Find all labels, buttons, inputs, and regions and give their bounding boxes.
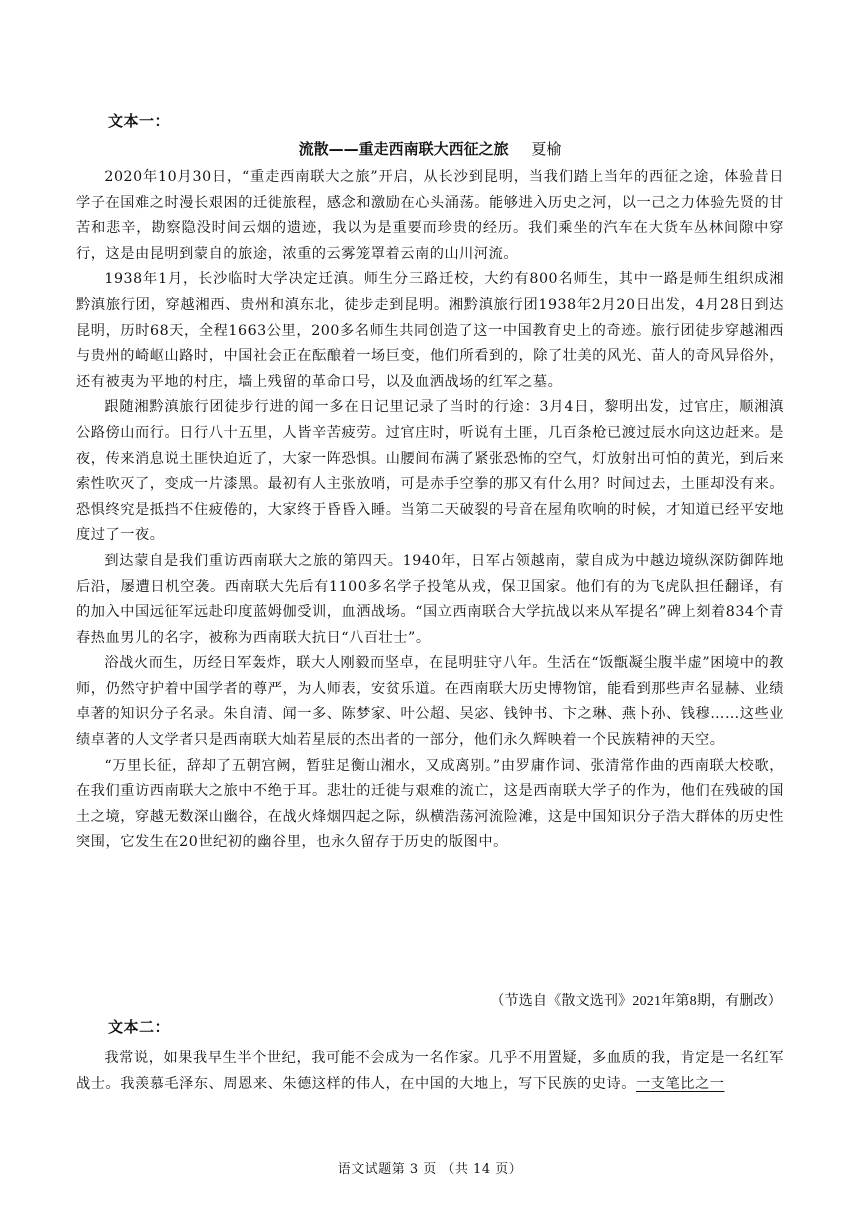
text1-paragraph-4: 到达蒙自是我们重访西南联大之旅的第四天。1940年，日军占领越南，蒙自成为中越边境纵深防御阵地后沿，屡遭日机空袭。西南联大先后有1100多名学子投笔从戎，保卫国家。他们有的为飞虎队担任翻译，有的加入中国远征军远赴印度蓝姆伽受训，血洒战场。“国立西南联合大学抗战以来从军提名”碑上刻着834个青春热血男儿的名字，被称为西南联大抗日“八百壮士”。 (76, 552, 784, 646)
text2-paragraph-text: 我常说，如果我早生半个世纪，我可能不会成为一名作家。几乎不用置疑，多血质的我，肯定是一名红军战士。我羡慕毛泽东、周恩来、朱德这样的伟人，在中国的大地上，写下民族的史诗。 (76, 1050, 784, 1092)
page-footer: 语文试题第 3 页 （共 14 页） (337, 1162, 523, 1177)
text1-body (76, 165, 784, 856)
text1-paragraph-1: 2020年10月30日，“重走西南联大之旅”开启，从长沙到昆明，当我们踏上当年的西征之途，体验昔日学子在国难之时漫长艰困的迁徙旅程，感念和激励在心头涌荡。能够进入历史之河，以一己之力体验先贤的甘苦和悲辛，勘察隐没时间云烟的遗迹，我以为是重要而珍贵的经历。我们乘坐的汽车在大货车丛林间隙中穿行，这是由昆明到蒙自的旅途，浓重的云雾笼罩着云南的山川河流。 (76, 169, 784, 262)
text1-paragraph-6: “万里长征，辞却了五朝宫阙，暂驻足衡山湘水，又成离别。”由罗庸作词、张清常作曲的西南联大校歌，在我们重访西南联大之旅中不绝于耳。悲壮的迁徙与艰难的流亡，这是西南联大学子的作为，他们在残破的国土之境，穿越无数深山幽谷，在战火烽烟四起之际，纵横浩荡河流险滩，这是中国知识分子浩大群体的历史性突围，它发生在20世纪初的幽谷里，也永久留存于历史的版图中。 (76, 757, 784, 851)
article-title: 流散——重走西南联大西征之旅 (298, 140, 509, 158)
text1-label: 文本一： (108, 112, 171, 130)
text1-source: （节选自《散文选刊》2021年第8期，有删改） (490, 994, 782, 1009)
text1-paragraph-2: 1938年1月，长沙临时大学决定迁滇。师生分三路迁校，大约有800名师生，其中一路是师生组织成湘黔滇旅行团，穿越湘西、贵州和滇东北，徒步走到昆明。湘黔滇旅行团1938年2月20日出发，4月28日到达昆明，历时68天，全程1663公里，200多名师生共同创造了这一中国教育史上的奇迹。旅行团徒步穿越湘西与贵州的崎岖山路时，中国社会正在酝酿着一场巨变，他们所看到的，除了壮美的风光、苗人的奇风异俗外，还有被夷为平地的村庄，墙上残留的革命口号，以及血洒战场的红军之墓。 (76, 271, 784, 390)
article-title-line (0, 138, 860, 159)
text2-underlined-phrase: 一支笔比之一 (636, 1075, 725, 1092)
text2-paragraph-1 (76, 1046, 784, 1097)
text2-label: 文本二： (108, 1018, 171, 1036)
text1-paragraph-5: 浴战火而生，历经日军轰炸，联大人刚毅而坚卓，在昆明驻守八年。生活在“饭甑凝尘腹半虚”困境中的教师，仍然守护着中国学者的尊严，为人师表，安贫乐道。在西南联大历史博物馆，能看到那些声名显赫、业绩卓著的知识分子名录。朱自清、闻一多、陈梦家、叶公超、吴宓、钱钟书、卞之琳、燕卜孙、钱穆……这些业绩卓著的人文学者只是西南联大灿若星辰的杰出者的一部分，他们永久辉映着一个民族精神的天空。 (76, 655, 784, 749)
text2-body (76, 1046, 784, 1097)
article-author: 夏榆 (531, 140, 562, 158)
text1-paragraph-3: 跟随湘黔滇旅行团徒步行进的闻一多在日记里记录了当时的行途：3月4日，黎明出发，过官庄，顺湘滇公路傍山而行。日行八十五里，人皆辛苦疲劳。过官庄时，听说有土匪，几百条枪已渡过辰水向这边赶来。是夜，传来消息说土匪快迫近了，大家一阵恐惧。山腰间布满了紧张恐怖的空气，灯放射出可怕的黄光，到后来索性吹灭了，变成一片漆黑。最初有人主张放哨，可是赤手空拳的那又有什么用？时间过去，土匪却没有来。恐惧终究是抵挡不住疲倦的，大家终于昏昏入睡。当第二天破裂的号音在屋角吹响的时候，才知道已经平安地度过了一夜。 (76, 399, 784, 544)
